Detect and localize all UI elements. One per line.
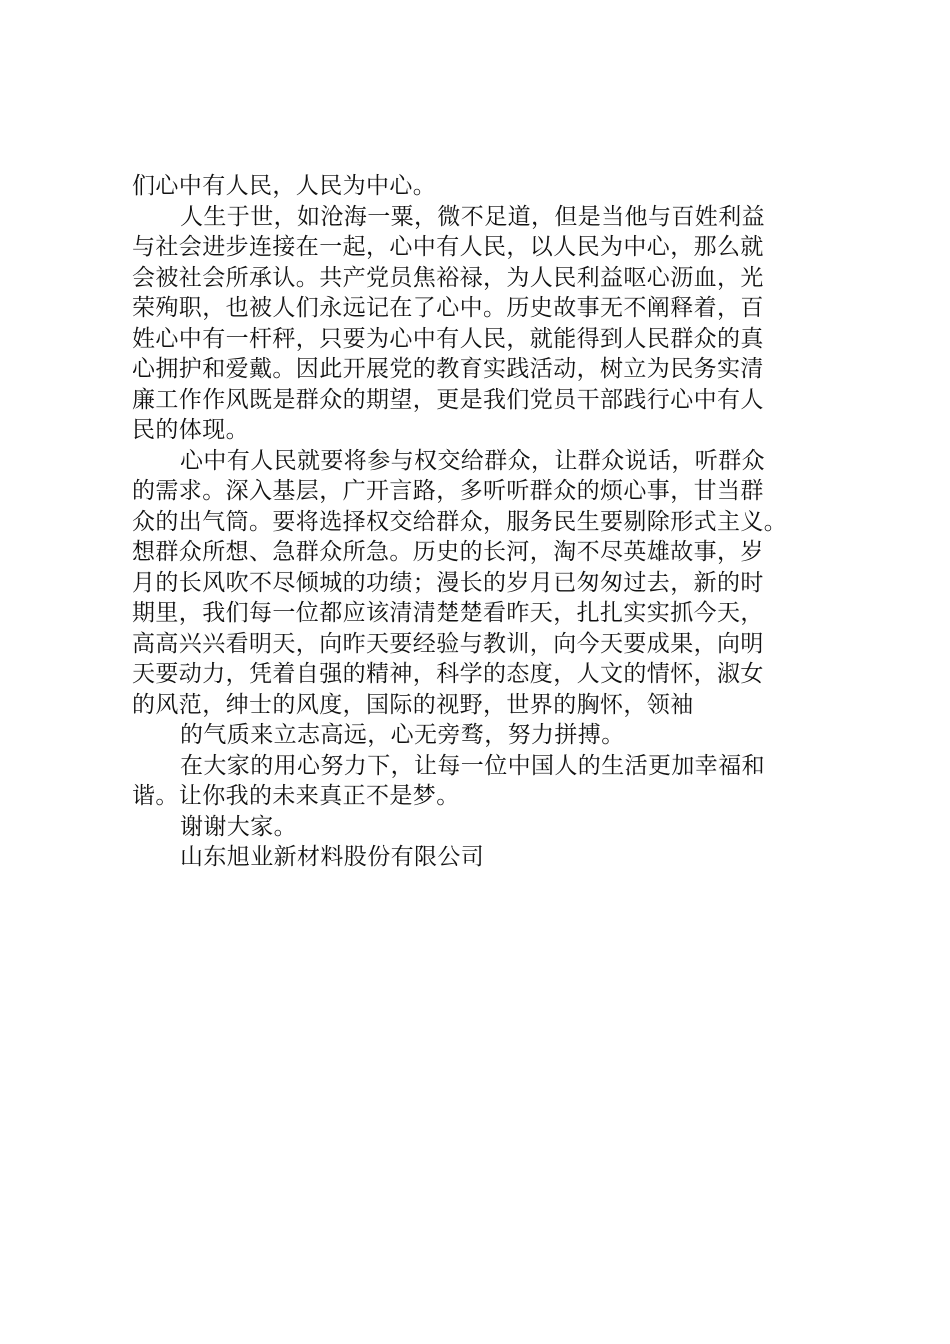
text-line: 的需求。深入基层，广开言路，多听听群众的烦心事，甘当群: [132, 478, 764, 504]
text-line: 民的体现。: [132, 417, 249, 443]
text-line: 荣殉职，也被人们永远记在了心中。历史故事无不阐释着，百: [132, 295, 764, 321]
document-body: [132, 171, 832, 873]
text-line: 姓心中有一杆秤，只要为心中有人民，就能得到人民群众的真: [132, 325, 764, 352]
company-signature: 山东旭业新材料股份有限公司: [180, 844, 485, 870]
text-line: 与社会进步连接在一起，心中有人民，以人民为中心，那么就: [132, 234, 764, 260]
text-line: 高高兴兴看明天，向昨天要经验与教训，向今天要成果，向明: [132, 630, 764, 657]
text-line: 想群众所想、急群众所急。历史的长河，淘不尽英雄故事，岁: [132, 539, 764, 565]
closing-thanks: 谢谢大家。: [180, 813, 297, 840]
text-line: 天要动力，凭着自强的精神，科学的态度，人文的情怀，淑女: [132, 661, 764, 687]
paragraph-first-line: 的气质来立志高远，心无旁骛，努力拼搏。: [180, 722, 625, 748]
text-line: 众的出气筒。要将选择权交给群众，服务民生要剔除形式主义。: [132, 508, 788, 535]
paragraph-first-line: 人生于世，如沧海一粟，微不足道，但是当他与百姓利益: [180, 203, 765, 230]
text-line: 们心中有人民，人民为中心。: [132, 173, 437, 199]
text-line: 心拥护和爱戴。因此开展党的教育实践活动，树立为民务实清: [132, 356, 764, 382]
paragraph-first-line: 在大家的用心努力下，让每一位中国人的生活更加幸福和: [180, 752, 765, 779]
text-line: 廉工作作风既是群众的期望，更是我们党员干部践行心中有人: [132, 386, 764, 413]
text-line: 月的长风吹不尽倾城的功绩；漫长的岁月已匆匆过去，新的时: [132, 569, 764, 596]
text-line: 期里，我们每一位都应该清清楚楚看昨天，扎扎实实抓今天，: [132, 600, 764, 626]
text-line: 的风范，绅士的风度，国际的视野，世界的胸怀，领袖: [132, 691, 694, 718]
paragraph-first-line: 心中有人民就要将参与权交给群众，让群众说话，听群众: [180, 447, 765, 474]
text-line: 会被社会所承认。共产党员焦裕禄，为人民利益呕心沥血，光: [132, 264, 764, 291]
text-line: 谐。让你我的未来真正不是梦。: [132, 783, 460, 809]
